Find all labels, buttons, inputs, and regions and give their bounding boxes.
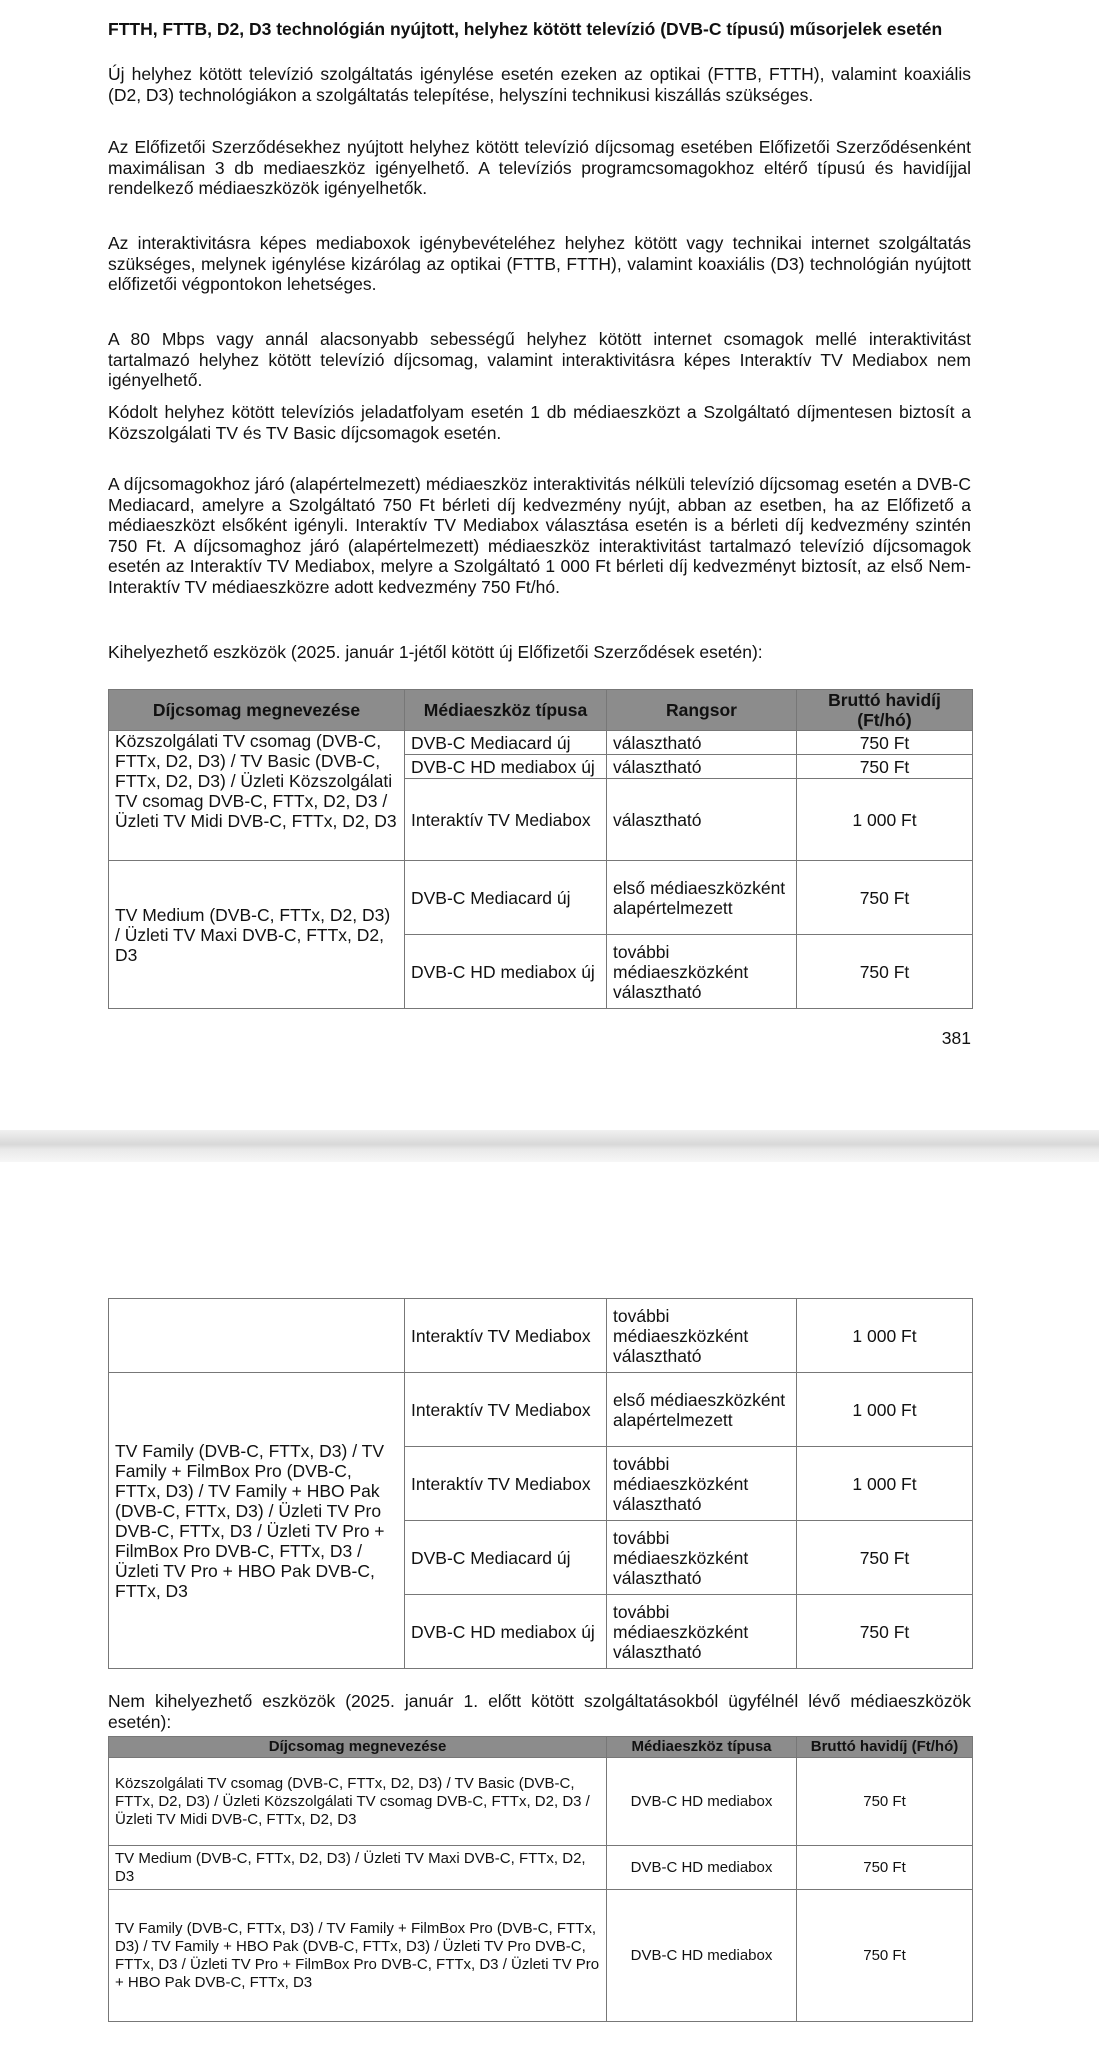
price-cell: 750 Ft	[797, 1521, 973, 1595]
package-cell: TV Family (DVB-C, FTTx, D3) / TV Family + FilmBox Pro (DVB-C, FTTx, D3) / TV Family + HBO Pak (DVB-C, FTTx, D3) / Üzleti TV Pro DVB-C, FTTx, D3 / Üzleti TV Pro + FilmBox Pro DVB-C, FTTx, D3 / Üzleti TV Pro + HBO Pak DVB-C, FTTx, D3	[109, 1890, 607, 2022]
package-cell: TV Family (DVB-C, FTTx, D3) / TV Family + FilmBox Pro (DVB-C, FTTx, D3) / TV Family + HBO Pak (DVB-C, FTTx, D3) / Üzleti TV Pro DVB-C, FTTx, D3 / Üzleti TV Pro + FilmBox Pro DVB-C, FTTx, D3 / Üzleti TV Pro + HBO Pak DVB-C, FTTx, D3	[109, 1373, 405, 1669]
device-cell: Interaktív TV Mediabox	[405, 1447, 607, 1521]
header-device: Médiaeszköz típusa	[405, 690, 607, 731]
document-page	[0, 1162, 1099, 2055]
table-row	[109, 731, 973, 755]
rank-cell: választható	[607, 731, 797, 755]
section-heading: FTTH, FTTB, D2, D3 technológián nyújtott, helyhez kötött televízió (DVB-C típusú) műsorjelek esetén	[108, 19, 943, 39]
price-cell: 1 000 Ft	[797, 1447, 973, 1521]
package-cell: Közszolgálati TV csomag (DVB-C, FTTx, D2, D3) / TV Basic (DVB-C, FTTx, D2, D3) / Üzleti Közszolgálati TV csomag DVB-C, FTTx, D2, D3 / Üzleti TV Midi DVB-C, FTTx, D2, D3	[109, 1758, 607, 1846]
price-cell: 1 000 Ft	[797, 1299, 973, 1373]
device-cell: DVB-C Mediacard új	[405, 731, 607, 755]
devices-table-1	[108, 689, 973, 1009]
package-cell: TV Medium (DVB-C, FTTx, D2, D3) / Üzleti TV Maxi DVB-C, FTTx, D2, D3	[109, 861, 405, 1009]
package-cell	[109, 1299, 405, 1373]
devices-table-2	[108, 1298, 973, 1669]
package-cell: TV Medium (DVB-C, FTTx, D2, D3) / Üzleti TV Maxi DVB-C, FTTx, D2, D3	[109, 1846, 607, 1890]
paragraph-note: Nem kihelyezhető eszközök (2025. január 1. előtt kötött szolgáltatásokból ügyfélnél lévő médiaeszközök esetén):	[108, 1691, 971, 1732]
device-cell: DVB-C HD mediabox új	[405, 1595, 607, 1669]
price-cell: 750 Ft	[797, 1758, 973, 1846]
price-cell: 750 Ft	[797, 935, 973, 1009]
header-package: Díjcsomag megnevezése	[109, 690, 405, 731]
paragraph-2: Az Előfizetői Szerződésekhez nyújtott helyhez kötött televízió díjcsomag esetében Előfizetői Szerződésenként maximálisan 3 db mediaeszköz igényelhető. A televíziós programcsomagokhoz eltérő típusú és havidíjjal rendelkező médiaeszközök igényelhetők.	[108, 137, 971, 198]
rank-cell: első médiaeszközként alapértelmezett	[607, 1373, 797, 1447]
price-cell: 750 Ft	[797, 1595, 973, 1669]
devices-table-3	[108, 1736, 973, 2022]
price-cell: 750 Ft	[797, 861, 973, 935]
table-row	[109, 1758, 973, 1846]
header-price: Bruttó havidíj (Ft/hó)	[797, 1737, 973, 1758]
device-cell: DVB-C HD mediabox új	[405, 755, 607, 779]
rank-cell: további médiaeszközként választható	[607, 935, 797, 1009]
device-cell: Interaktív TV Mediabox	[405, 1373, 607, 1447]
price-cell: 750 Ft	[797, 755, 973, 779]
table-row	[109, 1299, 973, 1373]
device-cell: DVB-C HD mediabox	[607, 1846, 797, 1890]
header-rank: Rangsor	[607, 690, 797, 731]
table-row	[109, 861, 973, 935]
price-cell: 750 Ft	[797, 731, 973, 755]
table-row	[109, 1890, 973, 2022]
device-cell: DVB-C HD mediabox	[607, 1890, 797, 2022]
rank-cell: választható	[607, 779, 797, 861]
rank-cell: első médiaeszközként alapértelmezett	[607, 861, 797, 935]
page-separator	[0, 1130, 1099, 1162]
paragraph-7: Kihelyezhető eszközök (2025. január 1-jétől kötött új Előfizetői Szerződések esetén):	[108, 642, 763, 662]
paragraph-1: Új helyhez kötött televízió szolgáltatás igénylése esetén ezeken az optikai (FTTB, FTTH), valamint koaxiális (D2, D3) technológiákon a szolgáltatás telepítése, helyszíni technikusi kiszállás szükséges.	[108, 64, 971, 105]
page-number: 381	[941, 1028, 971, 1048]
price-cell: 1 000 Ft	[797, 779, 973, 861]
paragraph-3: Az interaktivitásra képes mediaboxok igénybevételéhez helyhez kötött vagy technikai internet szolgáltatás szükséges, melynek igénylése kizárólag az optikai (FTTB, FTTH), valamint koaxiális (D3) technológián nyújtott előfizetői végpontokon lehetséges.	[108, 233, 971, 294]
device-cell: DVB-C Mediacard új	[405, 1521, 607, 1595]
price-cell: 750 Ft	[797, 1846, 973, 1890]
package-cell: Közszolgálati TV csomag (DVB-C, FTTx, D2, D3) / TV Basic (DVB-C, FTTx, D2, D3) / Üzleti Közszolgálati TV csomag DVB-C, FTTx, D2, D3 / Üzleti TV Midi DVB-C, FTTx, D2, D3	[109, 731, 405, 861]
rank-cell: további médiaeszközként választható	[607, 1447, 797, 1521]
device-cell: Interaktív TV Mediabox	[405, 779, 607, 861]
device-cell: Interaktív TV Mediabox	[405, 1299, 607, 1373]
header-price: Bruttó havidíj (Ft/hó)	[797, 690, 973, 731]
paragraph-4: A 80 Mbps vagy annál alacsonyabb sebességű helyhez kötött internet csomagok mellé interaktivitást tartalmazó helyhez kötött televízió díjcsomag, valamint interaktivitásra képes Interaktív TV Mediabox nem igényelhető.	[108, 329, 971, 390]
table-row	[109, 1846, 973, 1890]
rank-cell: további médiaeszközként választható	[607, 1521, 797, 1595]
header-package: Díjcsomag megnevezése	[109, 1737, 607, 1758]
header-device: Médiaeszköz típusa	[607, 1737, 797, 1758]
table-row	[109, 1373, 973, 1447]
price-cell: 750 Ft	[797, 1890, 973, 2022]
paragraph-5: Kódolt helyhez kötött televíziós jeladatfolyam esetén 1 db médiaeszközt a Szolgáltató díjmentesen biztosít a Közszolgálati TV és TV Basic díjcsomagok esetén.	[108, 402, 971, 443]
rank-cell: további médiaeszközként választható	[607, 1299, 797, 1373]
rank-cell: további médiaeszközként választható	[607, 1595, 797, 1669]
device-cell: DVB-C HD mediabox új	[405, 935, 607, 1009]
device-cell: DVB-C Mediacard új	[405, 861, 607, 935]
device-cell: DVB-C HD mediabox	[607, 1758, 797, 1846]
rank-cell: választható	[607, 755, 797, 779]
paragraph-6: A díjcsomagokhoz járó (alapértelmezett) médiaeszköz interaktivitás nélküli televízió díjcsomag esetén a DVB-C Mediacard, amelyre a Szolgáltató 750 Ft bérleti díj kedvezmény nyújt, abban az esetben, ha az Előfizető a médiaeszközt elsőként igényli. Interaktív TV Mediabox választása esetén is a bérleti díj kedvezmény szintén 750 Ft. A díjcsomaghoz járó (alapértelmezett) médiaeszköz interaktivitást tartalmazó televízió díjcsomagok esetén az Interaktív TV Mediabox, melyre a Szolgáltató 1 000 Ft bérleti díj kedvezményt biztosít, az első Nem-Interaktív TV médiaeszközre adott kedvezmény 750 Ft/hó.	[108, 474, 971, 597]
price-cell: 1 000 Ft	[797, 1373, 973, 1447]
